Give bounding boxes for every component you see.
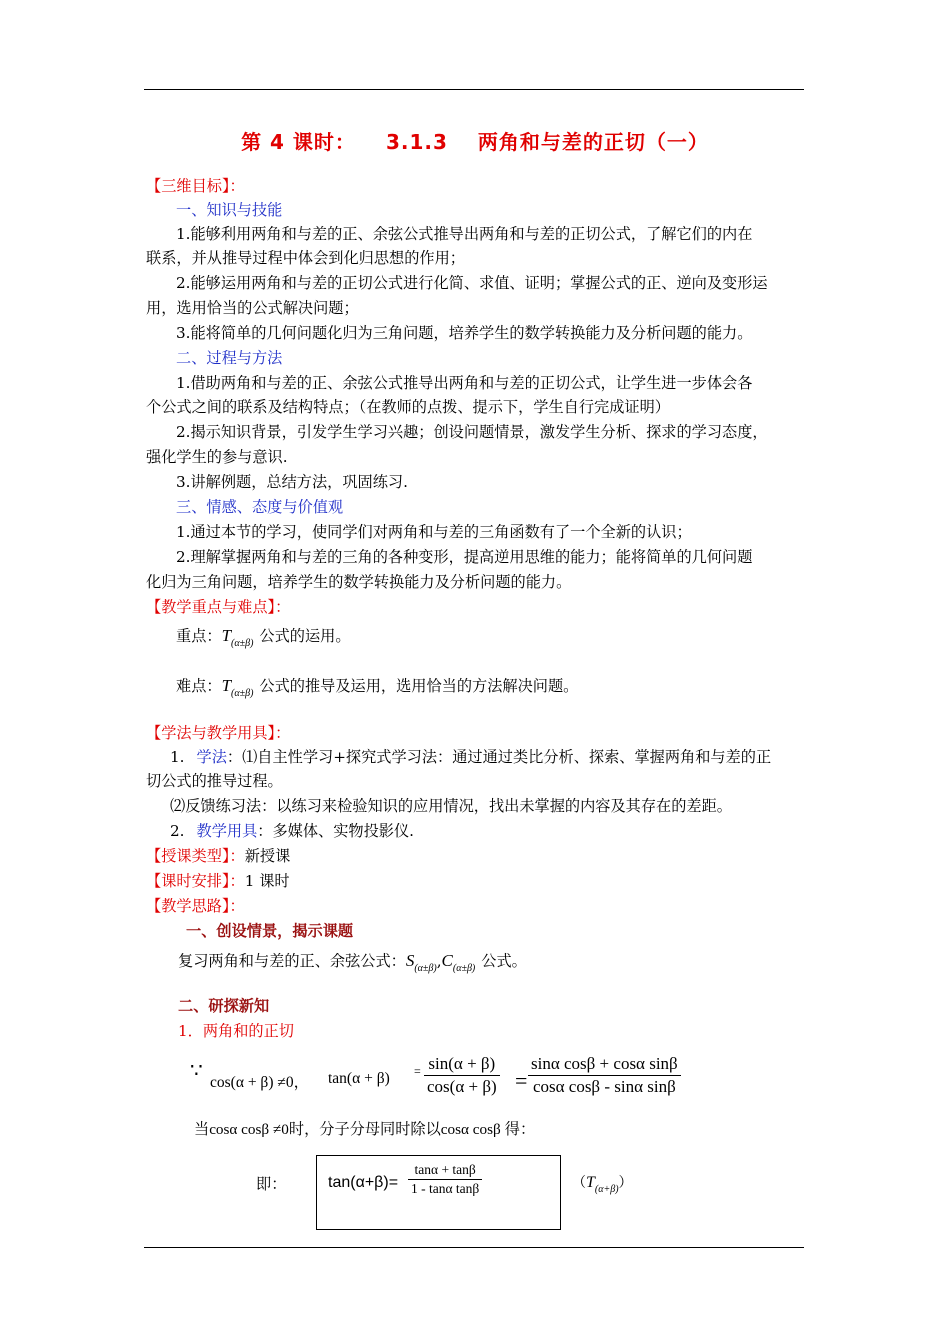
diff-text: 公式的推导及运用，选用恰当的方法解决问题。 — [259, 677, 579, 695]
page-title — [0, 126, 950, 155]
tools-text: ：多媒体、实物投影仪. — [257, 822, 414, 840]
methods-header: 【学法与教学用具】： — [146, 724, 291, 742]
cond-expr: cos(α + β) ≠0， — [210, 1074, 310, 1091]
review-comma: , — [436, 952, 442, 970]
process-item-1a: 1.借助两角和与差的正、余弦公式推导出两角和与差的正切公式，让学生进一步体会各 — [176, 374, 753, 392]
lesson-type-header: 【授课类型】： — [146, 847, 245, 865]
schedule-line — [146, 870, 808, 892]
lesson-type-value: 新授课 — [244, 847, 291, 865]
lesson-type-line — [146, 845, 808, 867]
sub-heading-1: 1．两角和的正切 — [178, 1022, 294, 1040]
bottom-rule — [144, 1247, 804, 1248]
knowledge-item-1b: 联系，并从推导过程中体会到化归思想的作用； — [146, 249, 465, 267]
review-line — [146, 950, 840, 980]
diff-formula-sub: (α±β) — [231, 688, 254, 699]
ie-label: 即： — [256, 1175, 287, 1193]
equals-large: = — [515, 1068, 528, 1093]
fraction-1 — [424, 1054, 500, 1097]
key-formula-sub: (α±β) — [231, 638, 254, 649]
formula-tag — [572, 1172, 633, 1195]
method-1-text: ：⑴自主性学习+探究式学习法：通过通过类比分析、探索、掌握两角和与差的正 — [226, 748, 772, 766]
process-item-1b: 个公式之间的联系及结构特点；（在教师的点拨、提示下，学生自行完成证明） — [146, 398, 670, 416]
title-topic: 两角和与差的正切（一） — [477, 130, 709, 154]
fraction-2-numerator: sinα cosβ + cosα sinβ — [528, 1054, 681, 1076]
schedule-header: 【课时安排】： — [146, 872, 245, 890]
fraction-1-numerator: sin(α + β) — [424, 1054, 500, 1076]
step-2-heading: 二、研探新知 — [178, 997, 270, 1015]
emotion-header: 三、情感、态度与价值观 — [176, 498, 344, 516]
schedule-value: 1 课时 — [244, 872, 290, 890]
review-C-sub: (α±β) — [452, 963, 476, 974]
condition-line — [146, 1118, 856, 1141]
key-label: 重点： — [176, 627, 222, 645]
because-symbol: ∵ — [190, 1060, 203, 1082]
when-expr: cosα cosβ ≠0 — [209, 1121, 289, 1138]
review-S-sub: (α±β) — [414, 963, 437, 974]
fraction-2-denominator: cosα cosβ - sinα sinβ — [532, 1077, 676, 1096]
tools-label: 教学用具 — [196, 822, 258, 840]
key-formula-T: T — [221, 626, 232, 645]
method-1-cont: 切公式的推导过程。 — [146, 772, 283, 790]
tag-close: ） — [618, 1175, 633, 1191]
method-2-line: ⑵反馈练习法：以练习来检验知识的应用情况，找出未掌握的内容及其存在的差距。 — [170, 797, 732, 815]
emotion-item-2a: 2.理解掌握两角和与差的三角的各种变形，提高逆用思维的能力；能将简单的几何问题 — [176, 548, 753, 566]
box-lhs: tan(α+β)= — [328, 1174, 399, 1191]
tag-T: T — [586, 1174, 595, 1191]
diff-formula-T: T — [221, 676, 232, 695]
difficulty-line — [146, 675, 838, 705]
method-1-label: 学法 — [196, 748, 227, 766]
title-lesson: 第 4 课时： — [241, 130, 356, 154]
box-numerator: tanα + tanβ — [408, 1162, 482, 1180]
when-c: 得： — [504, 1120, 536, 1138]
idea-header: 【教学思路】： — [146, 897, 245, 915]
equals-small: = — [414, 1064, 421, 1078]
step-1-heading: 一、创设情景，揭示课题 — [186, 922, 354, 940]
diff-label: 难点： — [176, 677, 222, 695]
box-denominator: 1 - tanα tanβ — [411, 1181, 480, 1196]
knowledge-item-3: 3.能将简单的几何问题化归为三角问题，培养学生的数学转换能力及分析问题的能力。 — [176, 324, 753, 342]
review-C: C — [441, 951, 453, 970]
title-number: 3.1.3 — [385, 130, 448, 154]
knowledge-item-2b: 用，选用恰当的公式解决问题； — [146, 299, 359, 317]
tan-sum-expr: tan(α + β) — [328, 1070, 390, 1087]
keypoints-header: 【教学重点与难点】： — [146, 598, 291, 616]
fraction-1-denominator: cos(α + β) — [427, 1077, 497, 1096]
goals-header: 【三维目标】： — [146, 177, 245, 195]
process-item-2b: 强化学生的参与意识. — [146, 448, 288, 466]
tools-line — [146, 820, 832, 842]
fraction-2 — [528, 1054, 681, 1097]
top-rule — [144, 89, 804, 90]
review-S: S — [405, 951, 415, 970]
knowledge-item-2a: 2.能够运用两角和与差的正切公式进行化简、求值、证明；掌握公式的正、逆向及变形运 — [176, 274, 768, 292]
tools-num: 2. — [170, 822, 185, 840]
method-1-line — [146, 746, 832, 768]
knowledge-item-1a: 1.能够利用两角和与差的正、余弦公式推导出两角和与差的正切公式，了解它们的内在 — [176, 225, 753, 243]
box-fraction — [408, 1162, 482, 1197]
when-b: 时，分子分母同时除以 — [288, 1120, 441, 1138]
review-text: 复习两角和与差的正、余弦公式： — [178, 952, 406, 970]
when-expr2: cosα cosβ — [440, 1121, 501, 1138]
method-1-num: 1. — [170, 748, 185, 766]
key-point-line — [146, 625, 838, 655]
process-header: 二、过程与方法 — [176, 349, 283, 367]
key-text: 公式的运用。 — [259, 627, 351, 645]
when-a: 当 — [194, 1120, 210, 1138]
emotion-item-1: 1.通过本节的学习，使同学们对两角和与差的三角函数有了一个全新的认识； — [176, 523, 692, 541]
tag-sub: (α+β) — [594, 1184, 619, 1195]
review-end: 公式。 — [481, 952, 527, 970]
process-item-2a: 2.揭示知识背景，引发学生学习兴趣；创设问题情景，激发学生分析、探求的学习态度， — [176, 423, 768, 441]
knowledge-header: 一、知识与技能 — [176, 201, 283, 219]
emotion-item-2b: 化归为三角问题，培养学生的数学转换能力及分析问题的能力。 — [146, 573, 572, 591]
tag-open: （ — [572, 1175, 586, 1191]
process-item-3: 3.讲解例题，总结方法，巩固练习. — [176, 473, 408, 491]
